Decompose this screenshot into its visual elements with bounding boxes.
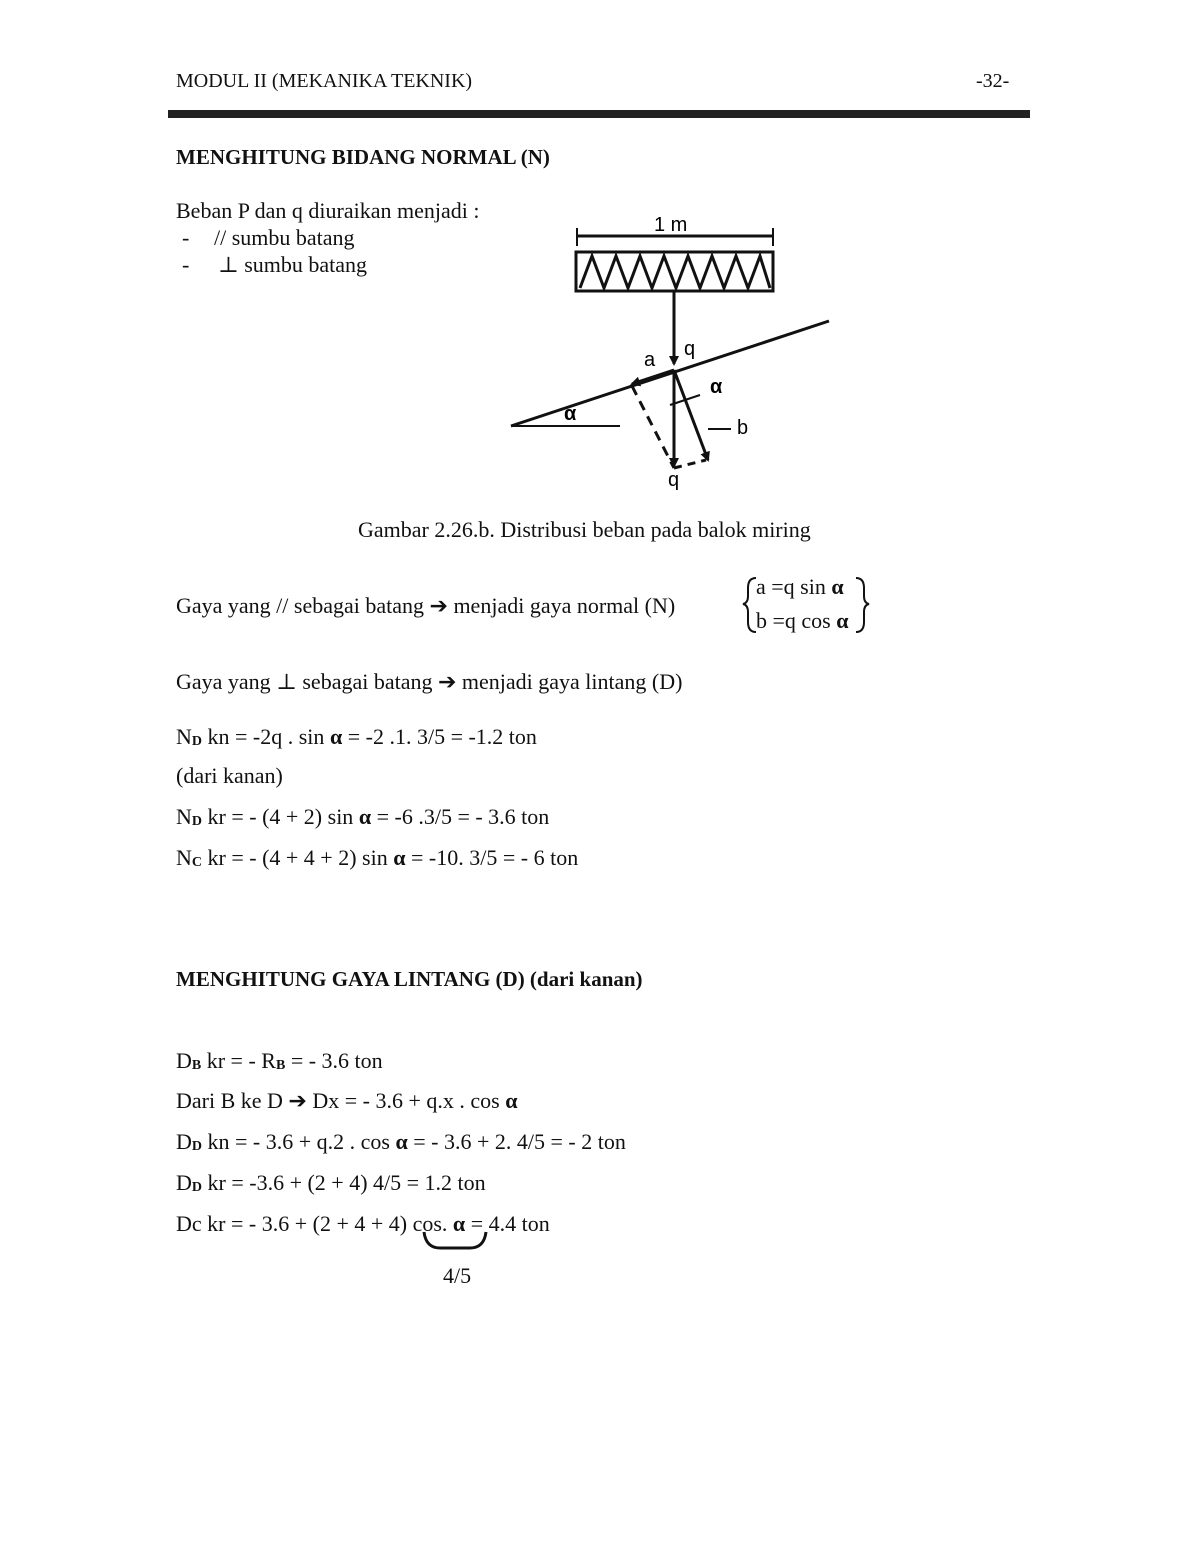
- bullet-marker: -: [182, 225, 190, 250]
- figure-caption: Gambar 2.26.b. Distribusi beban pada balok miring: [358, 517, 811, 542]
- alpha-symbol: α: [831, 574, 844, 599]
- bullet-marker: -: [182, 252, 190, 277]
- equation-line: NC kr = - (4 + 4 + 2) sin α = -10. 3/5 = - 6 ton: [176, 845, 579, 870]
- equation-line: DD kr = -3.6 + (2 + 4) 4/5 = 1.2 ton: [176, 1170, 486, 1195]
- dashed-guide: [632, 386, 674, 468]
- dashed-guide: [674, 460, 706, 468]
- equation-line: Dari B ke D ➔ Dx = - 3.6 + q.x . cos α: [176, 1088, 518, 1113]
- eq-b-lhs: b: [756, 608, 767, 633]
- component-a-arrow: [632, 370, 674, 384]
- q-label: q: [668, 469, 680, 491]
- equation-line: ND kn = -2q . sin α = -2 .1. 3/5 = -1.2 ton: [176, 724, 537, 749]
- header-title: MODUL II (MEKANIKA TEKNIK): [176, 70, 473, 92]
- span-label: 1 m: [654, 214, 688, 236]
- component-b-arrow: [674, 370, 708, 460]
- bullet-item: // sumbu batang: [214, 225, 355, 250]
- bullet-item: ⊥ sumbu batang: [218, 252, 368, 277]
- equation-line: ND kr = - (4 + 2) sin α = -6 .3/5 = - 3.6 ton: [176, 804, 550, 829]
- eq-b-rhs: =q cos: [772, 608, 831, 633]
- equation-line: DB kr = - RB = - 3.6 ton: [176, 1048, 383, 1073]
- a-label: a: [644, 349, 656, 371]
- parallel-force-text: Gaya yang // sebagai batang ➔ menjadi gaya normal (N): [176, 593, 676, 618]
- q-label: q: [684, 338, 696, 360]
- inclined-beam: [511, 321, 829, 426]
- equation-line: (dari kanan): [176, 763, 283, 788]
- eq-a-lhs: a: [756, 574, 766, 599]
- equation-line: DD kn = - 3.6 + q.2 . cos α = - 3.6 + 2. 4/5 = - 2 ton: [176, 1129, 626, 1154]
- alpha-symbol: α: [836, 608, 849, 633]
- equation-b: [756, 608, 849, 634]
- equation-a: [756, 574, 844, 600]
- section-title-shear: MENGHITUNG GAYA LINTANG (D) (dari kanan): [176, 967, 643, 991]
- perpendicular-force-text: Gaya yang ⊥ sebagai batang ➔ menjadi gaya lintang (D): [176, 669, 683, 694]
- page-number: -32-: [976, 70, 1010, 92]
- alpha-label: α: [564, 403, 577, 425]
- section-title-normal: MENGHITUNG BIDANG NORMAL (N): [176, 145, 550, 169]
- intro-text: Beban P dan q diuraikan menjadi :: [176, 198, 480, 223]
- alpha-label: α: [710, 376, 723, 398]
- eq-a-rhs: =q sin: [771, 574, 826, 599]
- equation-line: Dc kr = - 3.6 + (2 + 4 + 4) cos. α = 4.4 ton: [176, 1211, 550, 1236]
- underbrace-note: 4/5: [443, 1263, 472, 1288]
- b-label: b: [737, 417, 749, 439]
- load-zigzag: [580, 256, 770, 288]
